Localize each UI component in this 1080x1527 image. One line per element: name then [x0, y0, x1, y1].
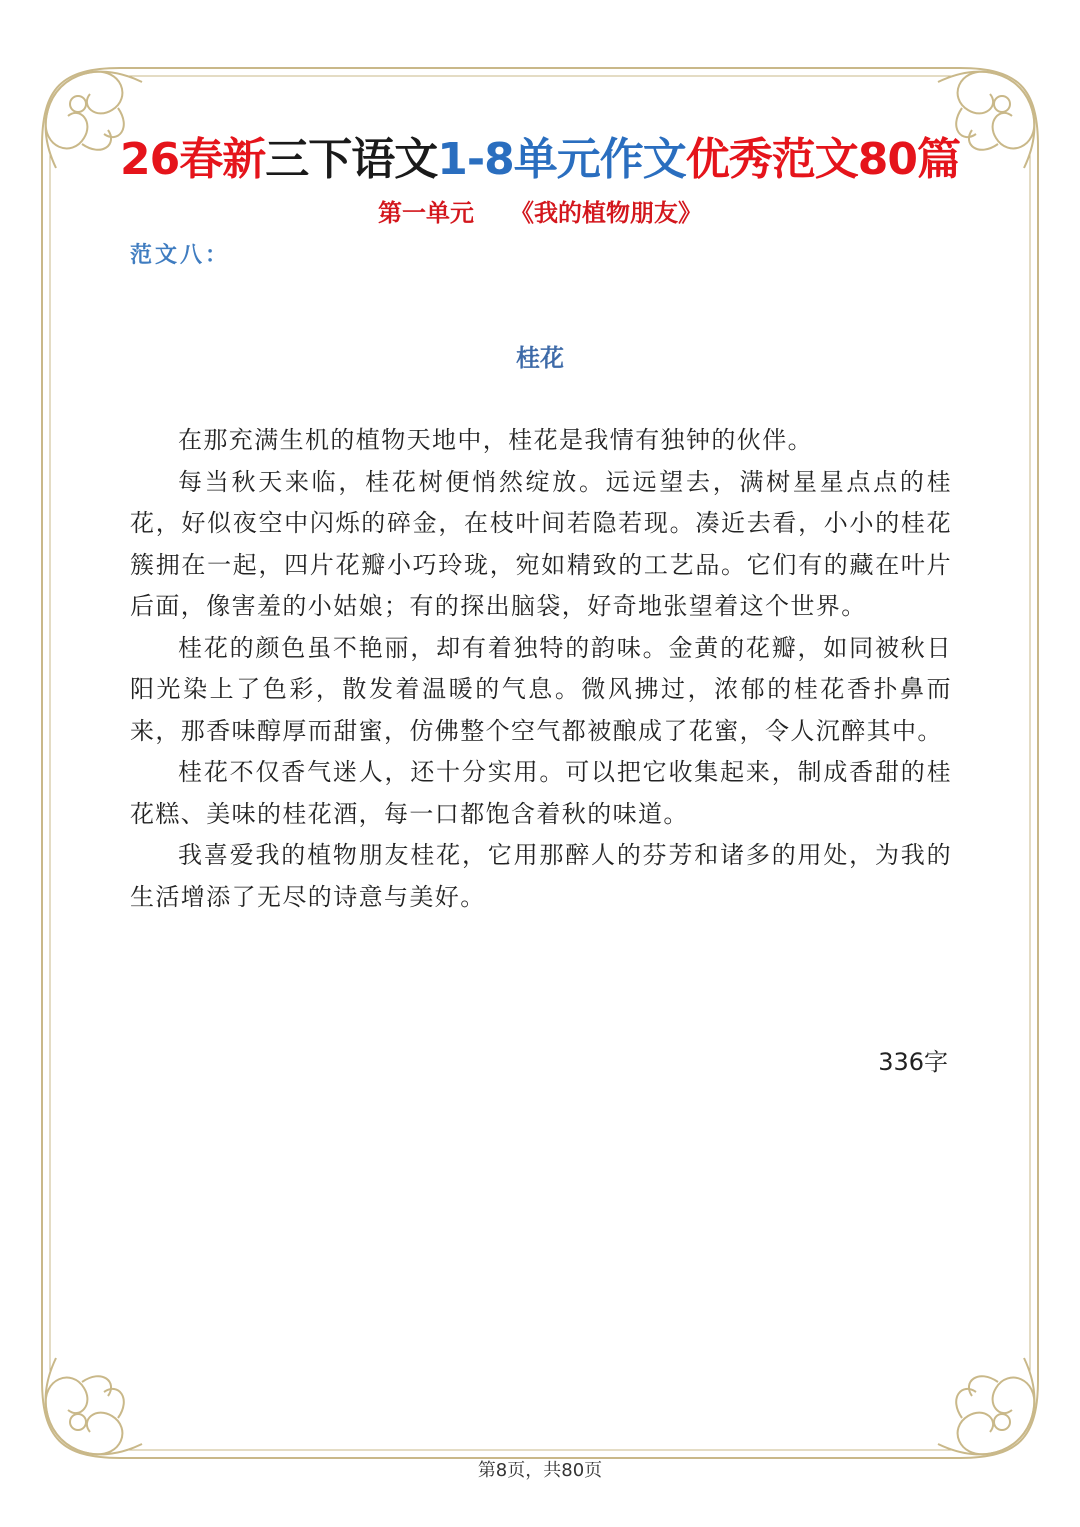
essay-paragraph: 桂花不仅香气迷人，还十分实用。可以把它收集起来，制成香甜的桂花糕、美味的桂花酒，每一口都饱含着秋的味道。: [130, 758, 952, 828]
page-number: 第8页，共80页: [477, 1460, 603, 1481]
essay-paragraph: 每当秋天来临，桂花树便悄然绽放。远远望去，满树星星点点的桂花，好似夜空中闪烁的碎金，在枝叶间若隐若现。凑近去看，小小的桂花簇拥在一起，四片花瓣小巧玲珑，宛如精致的工艺品。它们有的藏在叶片后面，像害羞的小姑娘；有的探出脑袋，好奇地张望着这个世界。: [130, 467, 952, 620]
unit-label: 第一单元: [378, 198, 474, 227]
topic-label: 《我的植物朋友》: [510, 198, 702, 227]
essay-paragraph: 桂花的颜色虽不艳丽，却有着独特的韵味。金黄的花瓣，如同被秋日阳光染上了色彩，散发着温暖的气息。微风拂过，浓郁的桂花香扑鼻而来，那香味醇厚而甜蜜，仿佛整个空气都被酿成了花蜜，令人沉醉其中。: [130, 633, 952, 745]
title-part-2: 三下语文: [265, 134, 438, 185]
unit-subtitle: [0, 193, 1080, 233]
essay-paragraph: 在那充满生机的植物天地中，桂花是我情有独钟的伙伴。: [178, 426, 813, 454]
essay-paragraph: 我喜爱我的植物朋友桂花，它用那醉人的芬芳和诸多的用处，为我的生活增添了无尽的诗意与美好。: [130, 841, 952, 911]
essay-body: [130, 420, 952, 918]
page-title: [0, 130, 1080, 190]
title-part-4: 优秀范文80篇: [685, 134, 960, 185]
essay-title: 桂花: [516, 343, 564, 372]
word-count: 336字: [878, 1048, 948, 1076]
title-part-1: 26春新: [120, 134, 266, 185]
title-part-3: 1-8单元作文: [437, 134, 686, 185]
essay-number-label: 范文八：: [130, 242, 231, 268]
